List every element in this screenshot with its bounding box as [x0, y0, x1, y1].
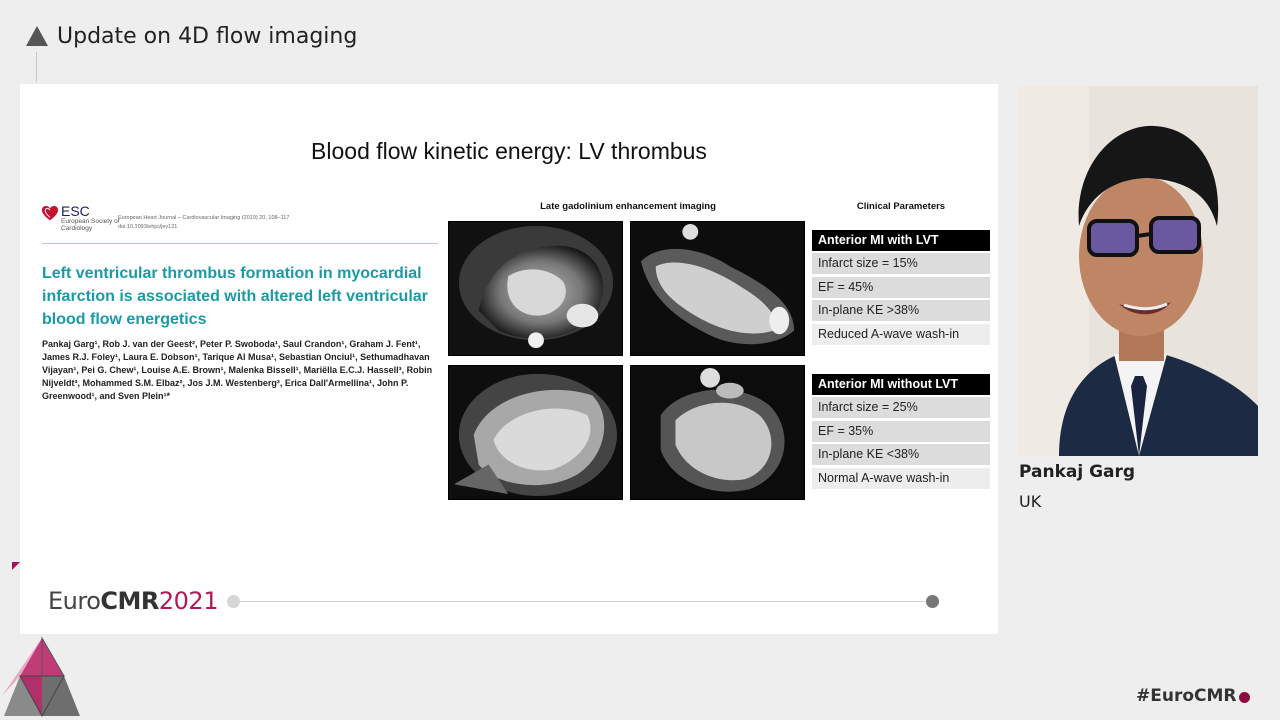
mri-image-lvt-1 — [448, 221, 623, 356]
speaker-country: UK — [1019, 492, 1042, 511]
esc-logo — [42, 204, 121, 232]
param-row: Normal A-wave wash-in — [812, 468, 990, 489]
presentation-slide — [20, 84, 998, 634]
mri-image-nolvt-1 — [448, 365, 623, 500]
paper-authors: Pankaj Garg¹, Rob J. van der Geest², Peter P. Swoboda¹, Saul Crandon¹, Graham J. Fent¹, James R.J. Foley¹, Laura E. Dobson¹, Tarique Al Musa¹, Sebastian Onciul¹, Sethumadhavan Vijayan¹, Pei G. Chew¹, Louise A.E. Brown¹, Malenka Bissell¹, Mariëlla E.C.J. Hassell³, Robin Nijveldt³, Mohammed S.M. Elbaz², Jos J.M. Westenberg², Erica Dall'Armellina¹, John P. Greenwood¹, and Sven Plein¹* — [42, 339, 433, 401]
brand-year: 2021 — [158, 587, 218, 615]
accent-marker — [12, 562, 20, 570]
session-title: Update on 4D flow imaging — [57, 23, 358, 49]
param-row: EF = 35% — [812, 421, 990, 442]
hashtag: #EuroCMR — [1136, 686, 1237, 706]
param-row: Infarct size = 15% — [812, 253, 990, 274]
speaker-name: Pankaj Garg — [1019, 462, 1136, 482]
progress-handle[interactable] — [926, 595, 939, 608]
param-group-title: Anterior MI with LVT — [812, 230, 990, 251]
slide-title: Blood flow kinetic energy: LV thrombus — [311, 138, 707, 164]
journal-citation — [118, 214, 289, 232]
progress-start-dot — [227, 595, 240, 608]
param-group-lvt — [812, 230, 990, 347]
param-group-title: Anterior MI without LVT — [812, 374, 990, 395]
session-header — [26, 20, 357, 52]
triangle-icon[interactable] — [26, 26, 48, 46]
lge-imaging-header: Late gadolinium enhancement imaging — [540, 201, 716, 212]
header-divider — [36, 52, 37, 82]
paper-divider — [42, 243, 438, 244]
record-dot-icon — [1239, 692, 1250, 703]
param-row: EF = 45% — [812, 277, 990, 298]
mri-image-lvt-2 — [630, 221, 805, 356]
esc-name: ESC — [61, 203, 90, 219]
brand-part1: Euro — [48, 587, 101, 615]
conference-logo-icon — [2, 636, 82, 718]
param-row: Infarct size = 25% — [812, 397, 990, 418]
paper-title: Left ventricular thrombus formation in myocardial infarction is associated with altered left ventricular blood flow energetics — [42, 265, 428, 328]
brand-part2: CMR — [100, 587, 159, 615]
eurocmr-logo — [48, 587, 218, 615]
speaker-video — [1019, 86, 1258, 456]
journal-line-1: European Heart Journal – Cardiovascular Imaging (2019) 20, 108–117 — [118, 215, 290, 221]
param-row: In-plane KE <38% — [812, 444, 990, 465]
heart-icon — [42, 206, 58, 222]
clinical-parameters-header: Clinical Parameters — [856, 201, 946, 212]
param-row: In-plane KE >38% — [812, 300, 990, 321]
esc-subtitle: European Society of Cardiology — [61, 218, 120, 232]
progress-track[interactable] — [234, 601, 934, 602]
param-group-no-lvt — [812, 374, 990, 491]
param-row: Reduced A-wave wash-in — [812, 324, 990, 345]
mri-image-nolvt-2 — [630, 365, 805, 500]
journal-line-2: doi:10.1093/ehjci/jey121 — [118, 224, 178, 230]
